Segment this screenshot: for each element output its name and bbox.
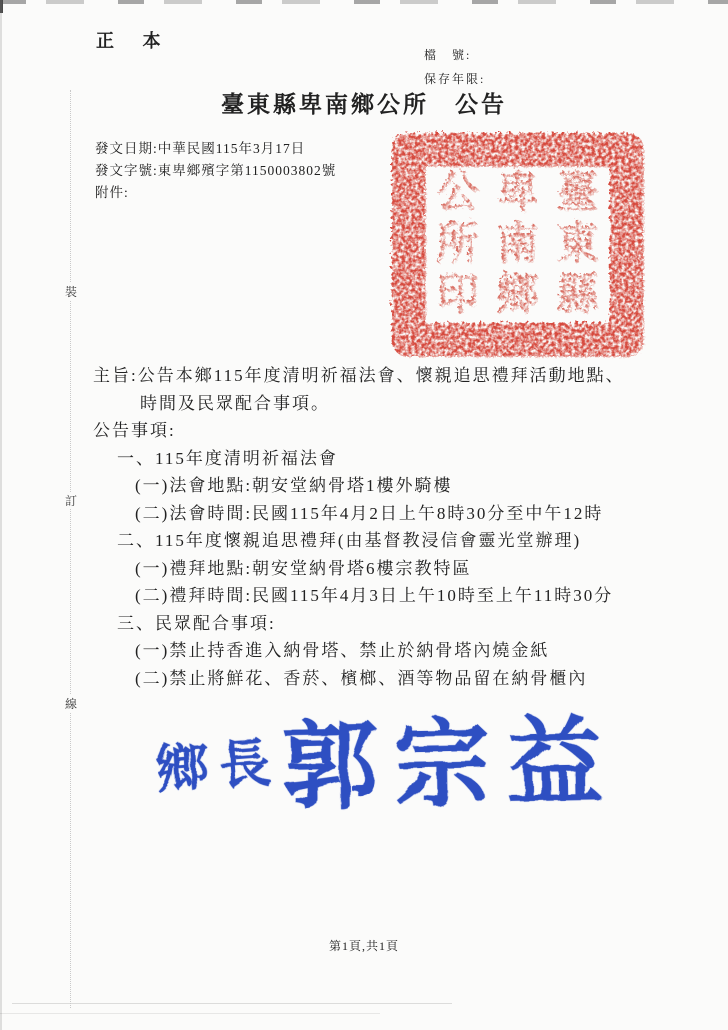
binding-mark-xian: 線	[64, 697, 77, 711]
seal-char: 東	[556, 220, 599, 270]
item-2-number: 二、	[117, 531, 155, 550]
item-3-number: 三、	[117, 613, 155, 633]
official-seal	[392, 133, 644, 357]
item-1-number: 一、	[117, 448, 155, 468]
seal-char: 印	[436, 271, 479, 320]
subject-line-1	[93, 362, 705, 390]
item-1-sub-2: (二)法會時間:民國115年4月2日上午8時30分至中午12時	[135, 503, 604, 523]
item-2-sub-1: (一)禮拜地點:朝安堂納骨塔6樓宗教特區	[135, 558, 472, 578]
retention-period-label: 保存年限:	[424, 72, 486, 86]
announcement-body	[93, 362, 705, 692]
seal-char: 縣	[556, 271, 599, 320]
subject-text: 公告本鄉115年度清明祈福法會、懷親追思禮拜活動地點、	[137, 366, 625, 385]
item-2-sub-2: (二)禮拜時間:民國115年4月3日上午10時至上午11時30分	[135, 586, 614, 605]
attachment-line: 附件:	[95, 185, 129, 200]
scan-artifact-bottom-line	[12, 1003, 452, 1004]
page-number: 第1頁,共1頁	[328, 939, 399, 953]
seal-char: 南	[496, 220, 539, 270]
item-1	[93, 445, 705, 473]
binding-dotted-line	[70, 90, 71, 1008]
subject-label: 主旨:	[93, 366, 138, 385]
copy-type-label: 正 本	[96, 31, 173, 51]
issue-number-line: 發文字號:東卑鄉殯字第1150003802號	[95, 163, 337, 178]
item-3-sub-2: (二)禁止將鮮花、香菸、檳榔、酒等物品留在納骨櫃內	[135, 668, 588, 688]
item-2-title: 115年度懷親追思禮拜(由基督教浸信會靈光堂辦理)	[155, 531, 582, 550]
item-3-title: 民眾配合事項:	[155, 613, 276, 633]
issue-date-line: 發文日期:中華民國115年3月17日	[95, 141, 306, 156]
item-1-title: 115年度清明祈福法會	[155, 448, 338, 468]
seal-characters	[428, 169, 608, 321]
scan-artifact-left-edge	[0, 0, 2, 1030]
binding-mark-zhuang: 裝	[64, 285, 77, 299]
seal-char: 公	[436, 170, 479, 219]
mayor-name-stamp: 郭宗益	[281, 708, 620, 821]
item-3-sub-1: (一)禁止持香進入納骨塔、禁止於納骨塔內燒金紙	[135, 641, 550, 660]
scan-artifact-bottom-line	[0, 1013, 380, 1014]
file-number-label: 檔 號:	[424, 48, 472, 62]
item-2	[93, 527, 705, 555]
document-meta	[95, 138, 336, 204]
item-3	[93, 610, 705, 638]
seal-char: 所	[436, 220, 479, 270]
seal-char: 臺	[556, 170, 599, 219]
items-header: 公告事項:	[93, 421, 176, 440]
scan-artifact-top	[0, 0, 728, 4]
document-title: 臺東縣卑南鄉公所 公告	[221, 92, 507, 117]
item-1-sub-1: (一)法會地點:朝安堂納骨塔1樓外騎樓	[135, 476, 453, 495]
binding-mark-ding: 訂	[64, 494, 77, 508]
subject-line-2: 時間及民眾配合事項。	[140, 393, 330, 413]
seal-char: 卑	[496, 170, 539, 219]
mayor-title-stamp: 鄉長	[154, 734, 283, 801]
seal-char: 鄉	[496, 271, 539, 320]
